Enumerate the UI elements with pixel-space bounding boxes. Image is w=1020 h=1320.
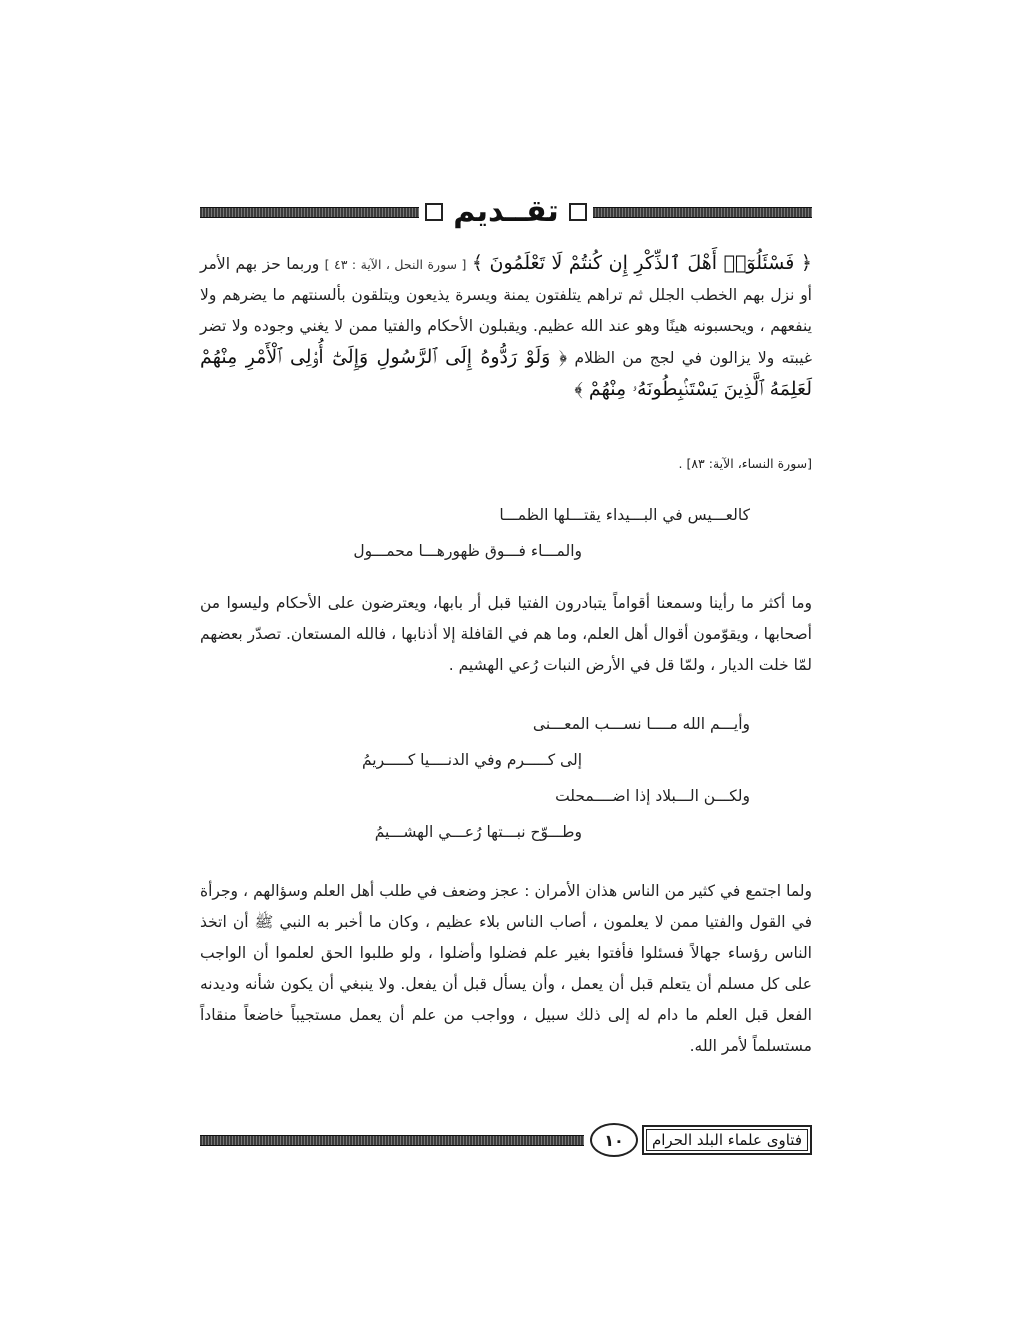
quran-verse-1: ﴿ فَسْئَلُوٓا۟ أَهْلَ ٱلذِّكْرِ إِن كُنتُمْ لَا تَعْلَمُونَ ﴾ bbox=[471, 252, 812, 274]
page-number: ١٠ bbox=[590, 1123, 638, 1157]
quran-reference-1: [ سورة النحل ، الآية : ٤٣ ] bbox=[324, 257, 467, 272]
header-box-icon bbox=[569, 203, 587, 221]
quran-reference-2: [سورة النساء، الآية: ٨٣] . bbox=[678, 456, 812, 471]
page bbox=[200, 190, 812, 1170]
header-rule-right bbox=[593, 207, 812, 218]
page-footer bbox=[200, 1118, 812, 1162]
poem-2-line-1: وأيـــم الله مــــا نســـب المعـــنى bbox=[532, 715, 750, 733]
paragraph-1 bbox=[200, 248, 812, 406]
poem-2-line-2: إلى كـــــرم وفي الدنــــيا كـــــريمُ bbox=[361, 751, 582, 769]
poem-1-line-1: كالعـــيس في البـــيداء يقتـــلها الظمـــا bbox=[499, 506, 750, 524]
page-header bbox=[200, 190, 812, 234]
header-rule-left bbox=[200, 207, 419, 218]
section-title: تقــديم bbox=[453, 194, 559, 229]
paragraph-1-text: وربما حز بهم الأمر أو نزل بهم الخطب الجلل ثم تراهم يتلفتون يمنة ويسرة يذيعون ويتلقون بألسنتهم ما يضرهم ولا ينفعهم ، ويحسبونه هينًا وهو عند الله عظيم. ويقبلون الأحكام والفتيا ممن لا يغني وجوده ولا تضر غيبته ولا يزالون في لجج من الظلام bbox=[200, 255, 812, 367]
paragraph-3: ولما اجتمع في كثير من الناس هذان الأمران : عجز وضعف في طلب أهل العلم وسؤالهم ، وجرأة في القول والفتيا ممن لا يعلمون ، أصاب الناس بلاء عظيم ، وكان ما أخبر به النبي ﷺ أن اتخذ الناس رؤساء جهالاً فسئلوا فأفتوا بغير علم فضلوا وأضلوا ، ولو طلبوا الحق لعلموا أن الواجب على كل مسلم أن يتعلم قبل أن يعمل ، وأن يسأل قبل أن يفعل. ولا ينبغي أن يكون شأنه وديدنه الفعل قبل العلم ما دام له إلى ذلك سبيل ، وواجب من علم أن يعمل مستجيباً خاضعاً منقاداً مستسلماً لأمر الله. bbox=[200, 882, 812, 1055]
book-title: فتاوى علماء البلد الحرام bbox=[642, 1125, 812, 1155]
poem-2-line-3: ولكـــن الـــبلاد إذا اضــــمحلت bbox=[555, 787, 750, 805]
footer-rule bbox=[200, 1135, 584, 1146]
paragraph-2: وما أكثر ما رأينا وسمعنا أقواماً يتبادرون الفتيا قبل أر بابها، ويعترضون على الأحكام وليسوا من أصحابها ، ويقوّمون أقوال أهل العلم، وما هم في القافلة إلا أذنابها ، فالله المستعان. تصدّر بعضهم لمّا خلت الديار ، ولمّا قل في الأرض النبات رُعي الهشيم . bbox=[200, 594, 812, 674]
poem-2-line-4: وطـــوّح نبـــتها رُعـــي الهشـــيمُ bbox=[374, 823, 582, 841]
poem-1-line-2: والمـــاء فـــوق ظهورهـــا محمـــول bbox=[353, 542, 582, 560]
quran-verse-2: ﴿ وَلَوْ رَدُّوهُ إِلَى ٱلرَّسُولِ وَإِلَىٰٓ أُو۟لِى ٱلْأَمْرِ مِنْهُمْ لَعَلِمَهُ ٱلَّذِينَ يَسْتَنۢبِطُونَهُۥ مِنْهُمْ ﴾ bbox=[200, 346, 812, 400]
header-box-icon bbox=[425, 203, 443, 221]
